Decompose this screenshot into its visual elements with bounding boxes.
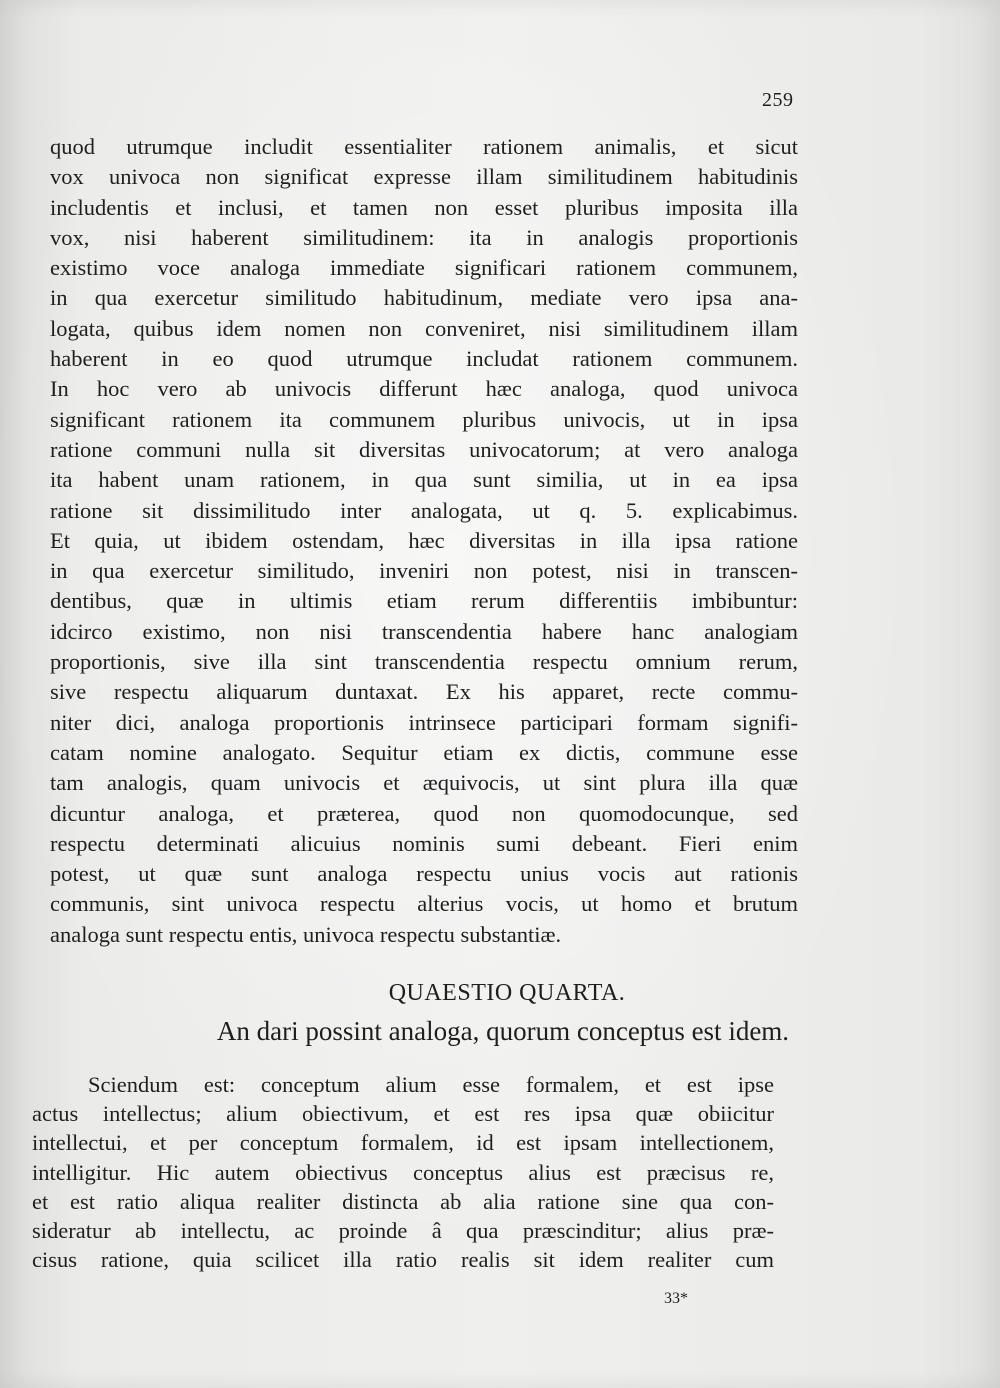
text-line: proportionis, sive illa sint transcendentia respectu omnium rerum, [50, 649, 798, 675]
text-line: sideratur ab intellectu, ac proinde â qua præscinditur; alius præ- [32, 1217, 774, 1243]
text-line: et est ratio aliqua realiter distincta ab alia ratione sine qua con- [32, 1188, 774, 1214]
text-line: in qua exercetur similitudo habitudinum, mediate vero ipsa ana- [50, 285, 798, 311]
text-line: ratione sit dissimilitudo inter analogata, ut q. 5. explicabimus. [50, 497, 798, 523]
text-line: existimo voce analoga immediate significari rationem communem, [50, 255, 798, 281]
text-line: cisus ratione, quia scilicet illa ratio realis sit idem realiter cum [32, 1247, 774, 1273]
section-title: QUAESTIO QUARTA. [388, 980, 626, 1006]
text-line: catam nomine analogato. Sequitur etiam ex dictis, commune esse [50, 739, 798, 765]
text-line: intellectui, et per conceptum formalem, id est ipsam intellectionem, [32, 1130, 774, 1156]
text-line: In hoc vero ab univocis differunt hæc analoga, quod univoca [50, 376, 798, 402]
text-line: significant rationem ita communem pluribus univocis, ut in ipsa [50, 406, 798, 432]
text-line: dicuntur analoga, et præterea, quod non quomodocunque, sed [50, 800, 798, 826]
text-line: communis, sint univoca respectu alterius vocis, ut homo et brutum [50, 891, 798, 917]
text-line: Et quia, ut ibidem ostendam, hæc diversitas in illa ipsa ratione [50, 527, 798, 553]
text-line: in qua exercetur similitudo, inveniri non potest, nisi in transcen- [50, 558, 798, 584]
paragraph-continued [50, 132, 798, 950]
signature-mark: 33* [664, 1290, 688, 1307]
text-line: tam analogis, quam univocis et æquivocis, ut sint plura illa quæ [50, 770, 798, 796]
paragraph-new [32, 1070, 774, 1274]
text-line: vox univoca non significat expresse illam similitudinem habitudinis [50, 164, 798, 190]
text-line: idcirco existimo, non nisi transcendentia habere hanc analogiam [50, 618, 798, 644]
text-line: vox, nisi haberent similitudinem: ita in analogis proportionis [50, 224, 798, 250]
text-line: haberent in eo quod utrumque includat rationem communem. [50, 346, 798, 372]
text-line: intelligitur. Hic autem obiectivus conceptus alius est præcisus re, [32, 1159, 774, 1185]
text-line: actus intellectus; alium obiectivum, et est res ipsa quæ obiicitur [32, 1101, 774, 1127]
section-subtitle: An dari possint analoga, quorum conceptus est idem. [216, 1016, 790, 1046]
text-line: niter dici, analoga proportionis intrinsece participari formam signifi- [50, 709, 798, 735]
text-line: quod utrumque includit essentialiter rationem animalis, et sicut [50, 134, 798, 159]
text-line: ita habent unam rationem, in qua sunt similia, ut in ea ipsa [50, 467, 798, 493]
text-line: logata, quibus idem nomen non conveniret, nisi similitudinem illam [50, 315, 798, 341]
text-line: sive respectu aliquarum duntaxat. Ex his apparet, recte commu- [50, 679, 798, 705]
page-number: 259 [762, 89, 794, 111]
text-line: dentibus, quæ in ultimis etiam rerum differentiis imbibuntur: [50, 588, 798, 614]
text-line: ratione communi nulla sit diversitas univocatorum; at vero analoga [50, 436, 798, 462]
text-line: analoga sunt respectu entis, univoca respectu substantiæ. [50, 921, 562, 947]
text-line: potest, ut quæ sunt analoga respectu unius vocis aut rationis [50, 861, 798, 887]
text-line: respectu determinati alicuius nominis sumi debeant. Fieri enim [50, 830, 798, 856]
text-line: includentis et inclusi, et tamen non esset pluribus imposita illa [50, 194, 798, 220]
text-line: Sciendum est: conceptum alium esse formalem, et est ipse [88, 1072, 774, 1097]
